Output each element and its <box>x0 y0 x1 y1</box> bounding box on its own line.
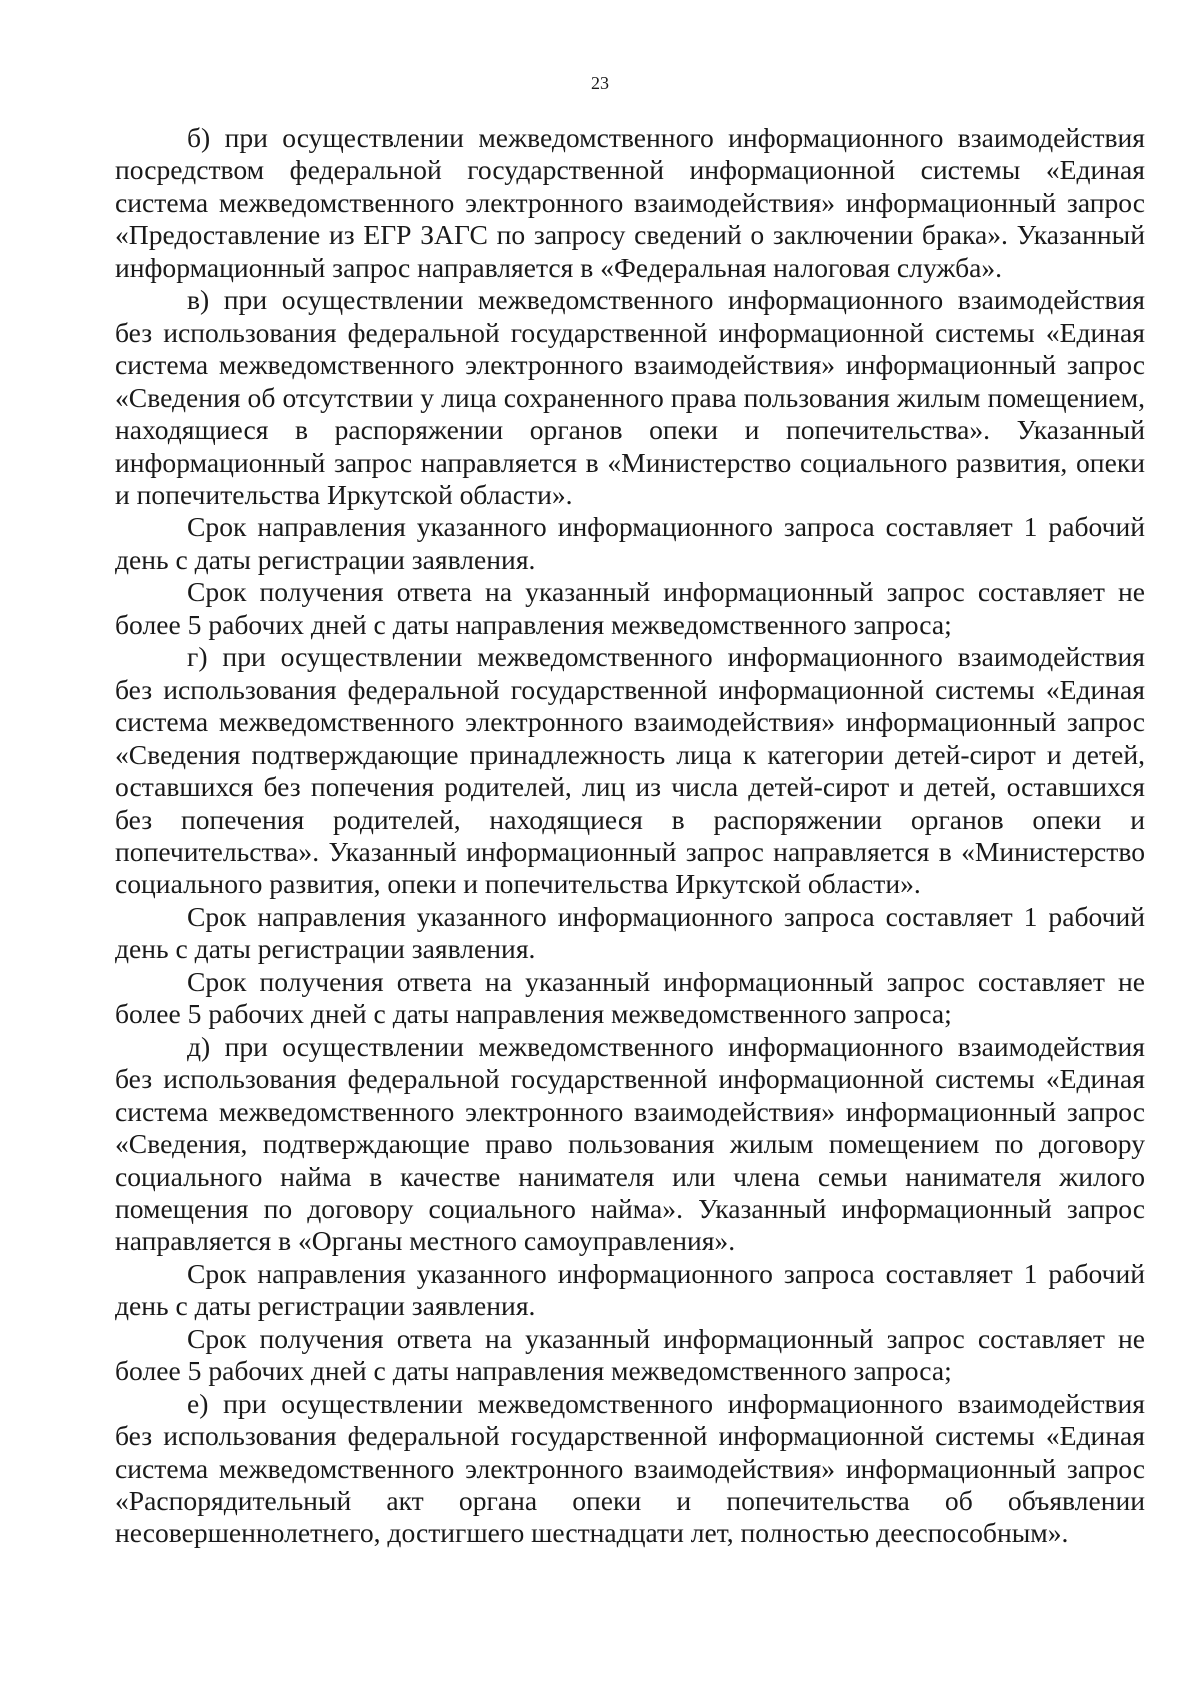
paragraph-request-deadline: Срок направления указанного информационного запроса составляет 1 рабочий день с даты регистрации заявления. <box>115 511 1145 575</box>
paragraph-request-deadline: Срок направления указанного информационного запроса составляет 1 рабочий день с даты регистрации заявления. <box>115 900 1145 965</box>
paragraph-g: г) при осуществлении межведомственного информационного взаимодействия без использования федеральной государственной информационной системы «Единая система межведомственного электронного взаимодействия» информационный запрос «Сведения подтверждающие принадлежность лица к категории детей-сирот и детей, оставшихся без попечения родителей, лиц из числа детей-сирот и детей, оставшихся без попечения родителей, находящиеся в распоряжении органов опеки и попечительства». Указанный информационный запрос направляется в «Министерство социального развития, опеки и попечительства Иркутской области». <box>115 641 1145 900</box>
paragraph-request-deadline: Срок направления указанного информационного запроса составляет 1 рабочий день с даты регистрации заявления. <box>115 1257 1145 1322</box>
document-body <box>115 122 1145 1550</box>
paragraph-b: б) при осуществлении межведомственного информационного взаимодействия посредством федеральной государственной информационной системы «Единая система межведомственного электронного взаимодействия» информационный запрос «Предоставление из ЕГР ЗАГС по запросу сведений о заключении брака». Указанный информационный запрос направляется в «Федеральная налоговая служба». <box>115 122 1145 283</box>
paragraph-v: в) при осуществлении межведомственного информационного взаимодействия без использования федеральной государственной информационной системы «Единая система межведомственного электронного взаимодействия» информационный запрос «Сведения об отсутствии у лица сохраненного права пользования жилым помещением, находящиеся в распоряжении органов опеки и попечительства». Указанный информационный запрос направляется в «Министерство социального развития, опеки и попечительства Иркутской области». <box>115 284 1145 510</box>
paragraph-response-deadline: Срок получения ответа на указанный информационный запрос составляет не более 5 рабочих дней с даты направления межведомственного запроса; <box>115 576 1145 640</box>
paragraph-e: е) при осуществлении межведомственного информационного взаимодействия без использования федеральной государственной информационной системы «Единая система межведомственного электронного взаимодействия» информационный запрос «Распорядительный акт органа опеки и попечительства об объявлении несовершеннолетнего, достигшего шестнадцати лет, полностью дееспособным». <box>115 1387 1145 1549</box>
paragraph-response-deadline: Срок получения ответа на указанный информационный запрос составляет не более 5 рабочих дней с даты направления межведомственного запроса; <box>115 965 1145 1030</box>
paragraph-d: д) при осуществлении межведомственного информационного взаимодействия без использования федеральной государственной информационной системы «Единая система межведомственного электронного взаимодействия» информационный запрос «Сведения, подтверждающие право пользования жилым помещением по договору социального найма в качестве нанимателя или члена семьи нанимателя жилого помещения по договору социального найма». Указанный информационный запрос направляется в «Органы местного самоуправления». <box>115 1030 1145 1257</box>
page-number: 23 <box>591 73 609 93</box>
paragraph-response-deadline: Срок получения ответа на указанный информационный запрос составляет не более 5 рабочих дней с даты направления межведомственного запроса; <box>115 1322 1145 1387</box>
